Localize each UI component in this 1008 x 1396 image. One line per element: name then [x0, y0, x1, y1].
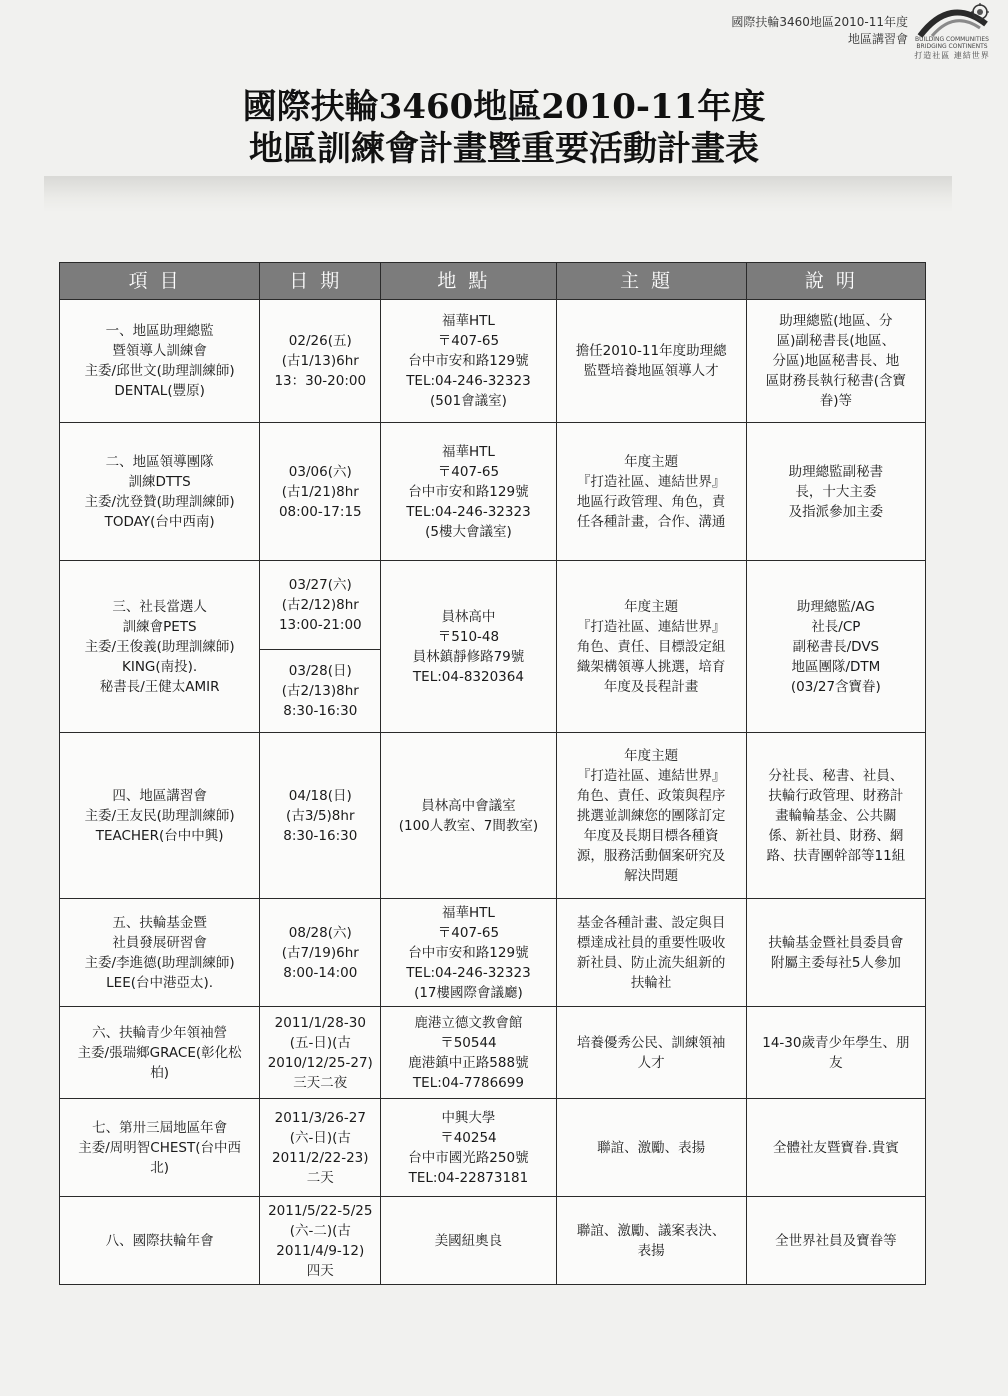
- page-header: [731, 14, 908, 48]
- table-row: [60, 1099, 926, 1197]
- cell-theme: 年度主題 『打造社區、連結世界』 地區行政管理、角色，責 任各種計畫，合作、溝通: [556, 423, 746, 561]
- cell-description: 助理總監(地區、分 區)副秘書長(地區、 分區)地區秘書長、地 區財務長執行秘書(含寶 眷)等: [746, 300, 925, 423]
- cell-description: 助理總監副秘書 長，十大主委 及指派參加主委: [746, 423, 925, 561]
- cell-theme: 擔任2010-11年度助理總 監暨培養地區領導人才: [556, 300, 746, 423]
- header-line-1: 國際扶輪3460地區2010-11年度: [731, 15, 908, 29]
- cell-item: 五、扶輪基金暨 社員發展研習會 主委/李進德(助理訓練師) LEE(台中港亞太).: [60, 899, 260, 1007]
- header-place: 地點: [381, 263, 556, 300]
- cell-place: 福華HTL 〒407-65 台中市安和路129號 TEL:04-246-32323 (17樓國際會議廳): [381, 899, 556, 1007]
- rotary-logo: [910, 2, 994, 66]
- cell-date: 03/28(日) (古2/13)8hr 8:30-16:30: [260, 650, 381, 733]
- cell-date: 2011/5/22-5/25 (六-二)(古 2011/4/9-12) 四天: [260, 1197, 381, 1285]
- logo-tagline-1: BUILDING COMMUNITIES: [914, 36, 989, 43]
- header-item: 項目: [60, 263, 260, 300]
- table-row: [60, 561, 926, 650]
- logo-tagline-2: BRIDGING CONTINENTS: [916, 43, 988, 50]
- cell-place: 鹿港立德文教會館 〒50544 鹿港鎮中正路588號 TEL:04-7786699: [381, 1007, 556, 1099]
- cell-theme: 年度主題 『打造社區、連結世界』 角色、責任、政策與程序 挑選並訓練您的團隊訂定 年度及長期目標各種資 源，服務活動個案研究及 解決問題: [556, 733, 746, 899]
- cell-date: 2011/1/28-30 (五-日)(古 2010/12/25-27) 三天二夜: [260, 1007, 381, 1099]
- cell-place: 福華HTL 〒407-65 台中市安和路129號 TEL:04-246-32323 (501會議室): [381, 300, 556, 423]
- cell-theme: 基金各種計畫、設定與目 標達成社員的重要性吸收 新社員、防止流失組新的 扶輪社: [556, 899, 746, 1007]
- header-theme: 主題: [556, 263, 746, 300]
- cell-item: 七、第卅三屆地區年會 主委/周明智CHEST(台中西 北): [60, 1099, 260, 1197]
- cell-description: 扶輪基金暨社員委員會 附屬主委每社5人參加: [746, 899, 925, 1007]
- cell-item: 一、地區助理總監 暨領導人訓練會 主委/邱世文(助理訓練師) DENTAL(豐原): [60, 300, 260, 423]
- table-row: [60, 1007, 926, 1099]
- cell-description: 14-30歲青少年學生、朋 友: [746, 1007, 925, 1099]
- cell-date: 03/27(六) (古2/12)8hr 13:00-21:00: [260, 561, 381, 650]
- table-header-row: [60, 263, 926, 300]
- table-row: [60, 300, 926, 423]
- cell-place: 福華HTL 〒407-65 台中市安和路129號 TEL:04-246-32323 (5樓大會議室): [381, 423, 556, 561]
- cell-item: 三、社長當選人 訓練會PETS 主委/王俊義(助理訓練師) KING(南投). 秘書長/王健太AMIR: [60, 561, 260, 733]
- cell-place: 員林高中 〒510-48 員林鎮靜修路79號 TEL:04-8320364: [381, 561, 556, 733]
- decorative-band: [44, 176, 952, 212]
- cell-date: 04/18(日) (古3/5)8hr 8:30-16:30: [260, 733, 381, 899]
- title-line-1: 國際扶輪3460地區2010-11年度: [242, 87, 766, 127]
- title-line-2: 地區訓練會計畫暨重要活動計畫表: [249, 129, 759, 169]
- rotary-wheel-icon: [910, 2, 994, 38]
- cell-item: 八、國際扶輪年會: [60, 1197, 260, 1285]
- cell-theme: 聯誼、激勵、議案表決、 表揚: [556, 1197, 746, 1285]
- cell-date: 02/26(五) (古1/13)6hr 13：30-20:00: [260, 300, 381, 423]
- cell-theme: 培養優秀公民、訓練領袖 人才: [556, 1007, 746, 1099]
- schedule-table: [59, 262, 926, 1285]
- cell-description: 助理總監/AG 社長/CP 副秘書長/DVS 地區團隊/DTM (03/27含寶眷): [746, 561, 925, 733]
- cell-description: 全體社友暨寶眷.貴賓: [746, 1099, 925, 1197]
- header-line-2: 地區講習會: [847, 32, 908, 46]
- table-row: [60, 733, 926, 899]
- cell-date: 03/06(六) (古1/21)8hr 08:00-17:15: [260, 423, 381, 561]
- cell-description: 分社長、秘書、社員、 扶輪行政管理、財務計 畫輪輪基金、公共關 係、新社員、財務、網 路、扶青團幹部等11組: [746, 733, 925, 899]
- cell-place: 美國紐奧良: [381, 1197, 556, 1285]
- table-row: [60, 423, 926, 561]
- cell-date: 2011/3/26-27 (六-日)(古 2011/2/22-23) 二天: [260, 1099, 381, 1197]
- cell-description: 全世界社員及寶眷等: [746, 1197, 925, 1285]
- cell-item: 二、地區領導團隊 訓練DTTS 主委/沈登贊(助理訓練師) TODAY(台中西南): [60, 423, 260, 561]
- header-date: 日期: [260, 263, 381, 300]
- table-row: [60, 899, 926, 1007]
- table-row: [60, 1197, 926, 1285]
- cell-place: 中興大學 〒40254 台中市國光路250號 TEL:04-22873181: [381, 1099, 556, 1197]
- cell-date: 08/28(六) (古7/19)6hr 8:00-14:00: [260, 899, 381, 1007]
- cell-item: 六、扶輪青少年領袖營 主委/張瑞鄉GRACE(彰化松 柏): [60, 1007, 260, 1099]
- cell-theme: 聯誼、激勵、表揚: [556, 1099, 746, 1197]
- cell-item: 四、地區講習會 主委/王友民(助理訓練師) TEACHER(台中中興): [60, 733, 260, 899]
- page-title: [0, 86, 1008, 170]
- logo-tagline-3: 打造社區 連結世界: [914, 51, 990, 60]
- header-description: 說明: [746, 263, 925, 300]
- cell-place: 員林高中會議室 (100人教室、7間教室): [381, 733, 556, 899]
- cell-theme: 年度主題 『打造社區、連結世界』 角色、責任、目標設定組 織架構領導人挑選，培育 年度及長程計畫: [556, 561, 746, 733]
